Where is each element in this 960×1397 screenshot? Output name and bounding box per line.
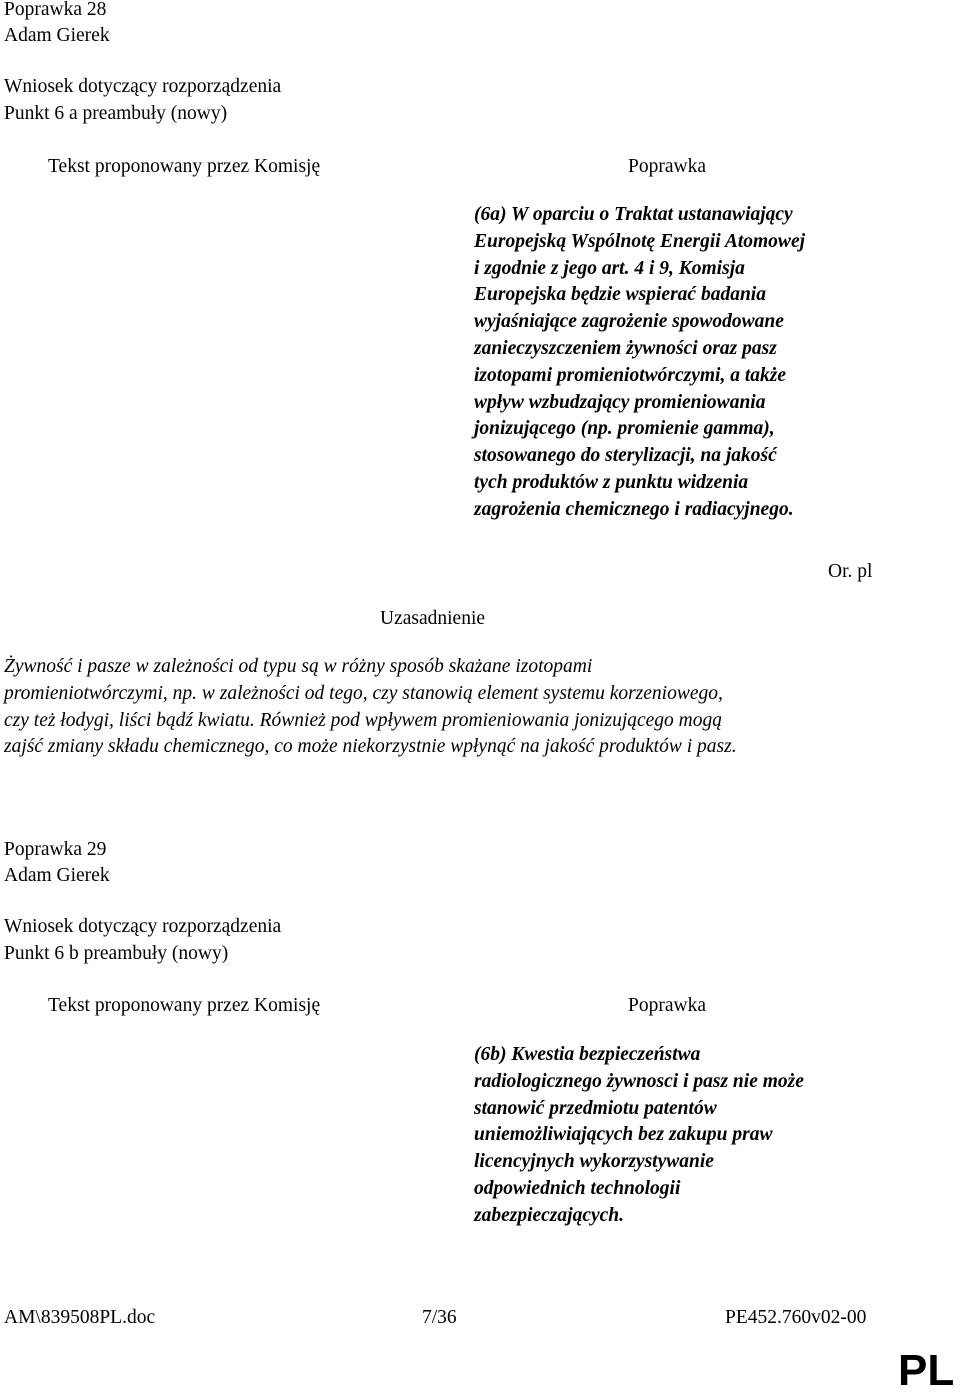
justification-header: Uzasadnienie	[380, 608, 486, 629]
justification-text	[4, 654, 737, 761]
justification-text-line: Żywność i pasze w zależności od typu są w różny sposób skażane izotopami	[4, 656, 593, 677]
footer-doc-ref: AM\839508PL.doc	[4, 1307, 156, 1328]
amendment-text-line: Europejską Wspólnotę Energii Atomowej	[474, 230, 806, 252]
amendment-text-line: wpływ wzbudzający promieniowania	[474, 391, 766, 413]
amendment-number: Poprawka 28	[4, 0, 107, 20]
amendment-text	[474, 202, 805, 524]
column-header-commission: Tekst proponowany przez Komisję	[48, 995, 321, 1016]
column-header-commission: Tekst proponowany przez Komisję	[48, 156, 321, 177]
justification-text-line: zajść zmiany składu chemicznego, co może niekorzystnie wpłynąć na jakość produktów i pasz.	[4, 736, 737, 758]
proposal-type: Wniosek dotyczący rozporządzenia	[4, 76, 282, 97]
amendment-text-line: (6b) Kwestia bezpieczeństwa	[474, 1044, 701, 1065]
amendment-text-line: uniemożliwiających bez zakupu praw	[474, 1124, 773, 1146]
footer-doc-code: PE452.760v02-00	[725, 1307, 867, 1328]
amendment-text-line: odpowiednich technologii	[474, 1177, 681, 1199]
amendment-text-line: izotopami promieniotwórczymi, a także	[474, 364, 787, 386]
amendment-text-line: zabezpieczających.	[474, 1204, 625, 1226]
justification-text-line: czy też łodygi, liści bądź kwiatu. Również pod wpływem promieniowania jonizującego mogą	[4, 709, 723, 731]
footer-page-number: 7/36	[422, 1307, 457, 1328]
proposal-point: Punkt 6 a preambuły (nowy)	[4, 103, 228, 124]
amendment-text-line: licencyjnych wykorzystywanie	[474, 1151, 714, 1173]
amendment-text-line: tych produktów z punktu widzenia	[474, 471, 749, 493]
amendment-author: Adam Gierek	[4, 25, 110, 46]
amendment-text-line: (6a) W oparciu o Traktat ustanawiający	[474, 204, 793, 225]
amendment-text-line: Europejska będzie wspierać badania	[474, 284, 766, 306]
amendment-text-line: i zgodnie z jego art. 4 i 9, Komisja	[474, 257, 745, 279]
amendment-text-line: zanieczyszczeniem żywności oraz pasz	[474, 337, 777, 359]
original-language: Or. pl	[828, 561, 873, 582]
proposal-type: Wniosek dotyczący rozporządzenia	[4, 916, 282, 937]
amendment-author: Adam Gierek	[4, 865, 110, 886]
amendment-text	[474, 1042, 804, 1230]
amendment-number: Poprawka 29	[4, 839, 107, 860]
column-header-amendment: Poprawka	[628, 156, 706, 177]
amendment-text-line: radiologicznego żywnosci i pasz nie może	[474, 1070, 804, 1092]
amendment-text-line: zagrożenia chemicznego i radiacyjnego.	[474, 498, 794, 520]
amendment-text-line: stanowić przedmiotu patentów	[474, 1097, 717, 1119]
language-mark: PL	[898, 1346, 955, 1395]
column-header-amendment: Poprawka	[628, 995, 706, 1016]
amendment-text-line: wyjaśniające zagrożenie spowodowane	[474, 311, 784, 333]
proposal-point: Punkt 6 b preambuły (nowy)	[4, 943, 229, 964]
justification-text-line: promieniotwórczymi, np. w zależności od tego, czy stanowią element systemu korzeniowego,	[4, 682, 723, 704]
amendment-text-line: jonizującego (np. promienie gamma),	[474, 418, 775, 440]
amendment-text-line: stosowanego do sterylizacji, na jakość	[474, 445, 777, 467]
